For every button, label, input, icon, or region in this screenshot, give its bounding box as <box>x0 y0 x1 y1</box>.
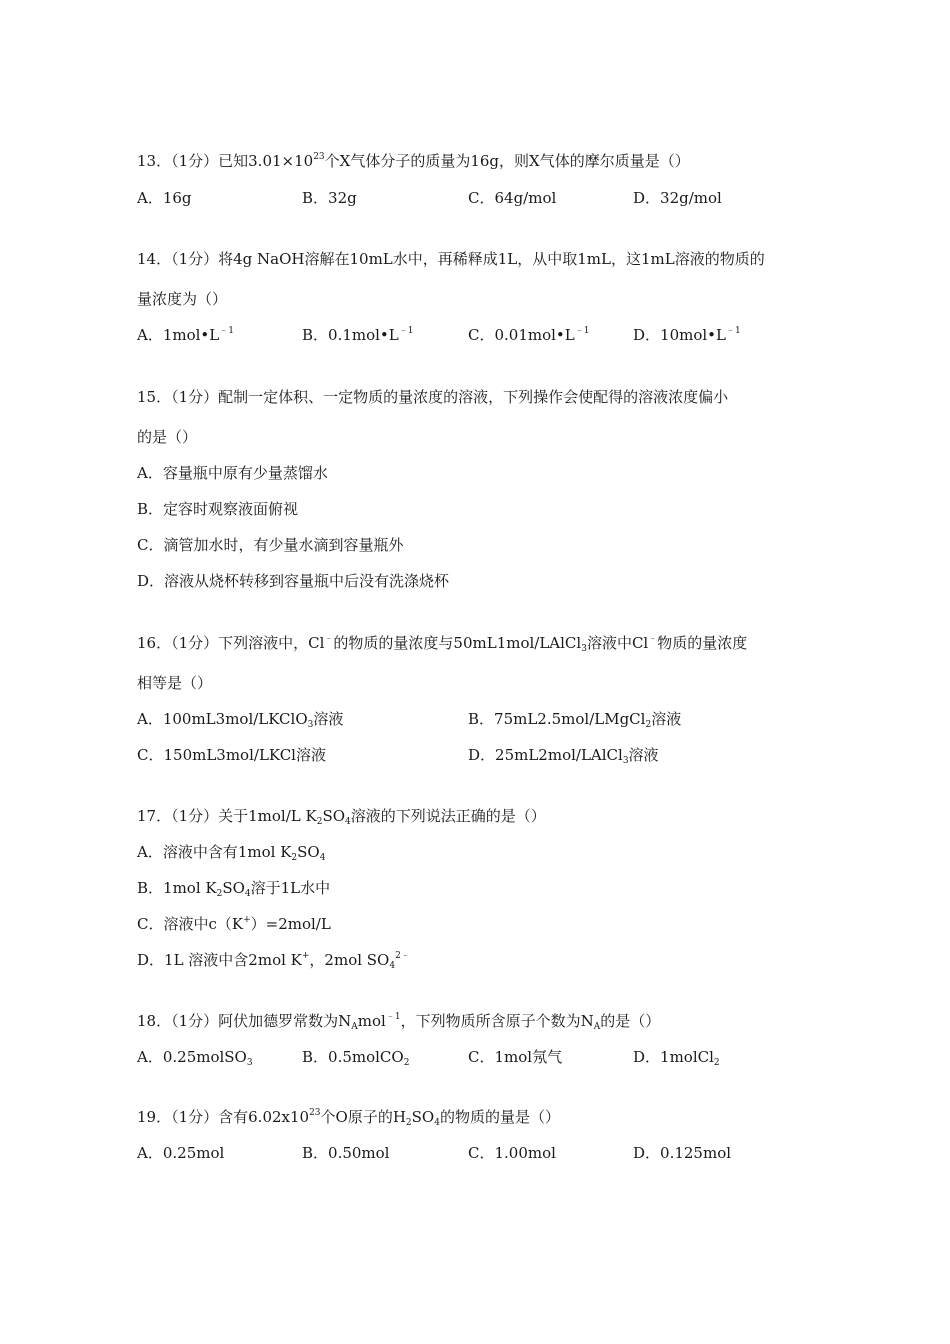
question-16-stem-line1: 16．（1分）下列溶液中，Cl﹣的物质的量浓度与50mL1mol/LAlCl$_3$溶液中Cl﹣物质的量浓度 <box>137 634 748 654</box>
option-d: D．$10mol•L^{﹣1}$ <box>633 326 741 344</box>
option-b: B．1mol $K_2SO_4$溶于1L水中 <box>137 879 331 899</box>
option-b: B．定容时观察液面俯视 <box>137 500 299 518</box>
question-17-stem: 17．（1分）关于1mol/L $K_2SO_4$溶液的下列说法正确的是（） <box>137 807 546 827</box>
superscript: 23 <box>313 152 325 162</box>
option-c: C．滴管加水时，有少量水滴到容量瓶外 <box>137 536 404 554</box>
question-14-stem-line1: 14．（1分）将4g NaOH溶解在10mL水中，再稀释成1L，从中取1mL，这1mL溶液的物质的 <box>137 250 765 268</box>
option-c: C．64g/mol <box>468 189 557 207</box>
option-a: A．0.25mol <box>137 1144 225 1162</box>
option-c: C．1mol氖气 <box>468 1048 563 1066</box>
option-a: A．溶液中含有1mol $K_2SO_4$ <box>137 843 326 863</box>
option-a: A．0.25molSO$_3$ <box>137 1048 253 1068</box>
option-b: B．32g <box>302 189 357 207</box>
option-a: A．容量瓶中原有少量蒸馏水 <box>137 464 328 482</box>
option-b: B．0.50mol <box>302 1144 390 1162</box>
option-c: C．溶液中c（K+）=2mol/L <box>137 915 331 933</box>
question-19-stem: 19．（1分）含有$6.02x10^{23}$个O原子的$H_2SO_4$的物质的量是（） <box>137 1108 560 1128</box>
option-d: D．溶液从烧杯转移到容量瓶中后没有洗涤烧杯 <box>137 572 450 590</box>
option-c: C．$0.01mol•L^{﹣1}$ <box>468 326 590 344</box>
question-14-stem-line2: 量浓度为（） <box>137 290 228 308</box>
option-a: A．$1mol•L^{﹣1}$ <box>137 326 234 344</box>
option-c: C．1.00mol <box>468 1144 556 1162</box>
option-b: B．75mL2.5mol/LMgCl$_2$溶液 <box>468 710 682 730</box>
stem-text: 13．（1分）已知3.01×10 <box>137 152 314 170</box>
option-d: D．1molCl$_2$ <box>633 1048 720 1068</box>
option-a: A．100mL3mol/LKClO$_3$溶液 <box>137 710 344 730</box>
question-16-stem-line2: 相等是（） <box>137 674 213 692</box>
question-15-stem-line1: 15．（1分）配制一定体积、一定物质的量浓度的溶液，下列操作会使配得的溶液浓度偏小 <box>137 388 729 406</box>
question-18-stem: 18．（1分）阿伏加德罗常数为$N_Amol^{﹣1}$，下列物质所含原子个数为$N_A$的是（） <box>137 1012 661 1032</box>
option-d: D．1L 溶液中含2mol K+，2mol $SO_4^{2﹣}$ <box>137 951 410 971</box>
option-c: C．150mL3mol/LKCl溶液 <box>137 746 326 764</box>
option-b: B．$0.1mol•L^{﹣1}$ <box>302 326 414 344</box>
option-a: A．16g <box>137 189 192 207</box>
option-b: B．0.5molCO$_2$ <box>302 1048 410 1068</box>
option-d: D．25mL2mol/LAlCl$_3$溶液 <box>468 746 659 766</box>
question-15-stem-line2: 的是（） <box>137 428 198 446</box>
stem-text: 个X气体分子的质量为16g，则X气体的摩尔质量是（） <box>324 152 690 170</box>
option-d: D．0.125mol <box>633 1144 732 1162</box>
question-13-stem <box>137 151 690 171</box>
option-d: D．32g/mol <box>633 189 722 207</box>
